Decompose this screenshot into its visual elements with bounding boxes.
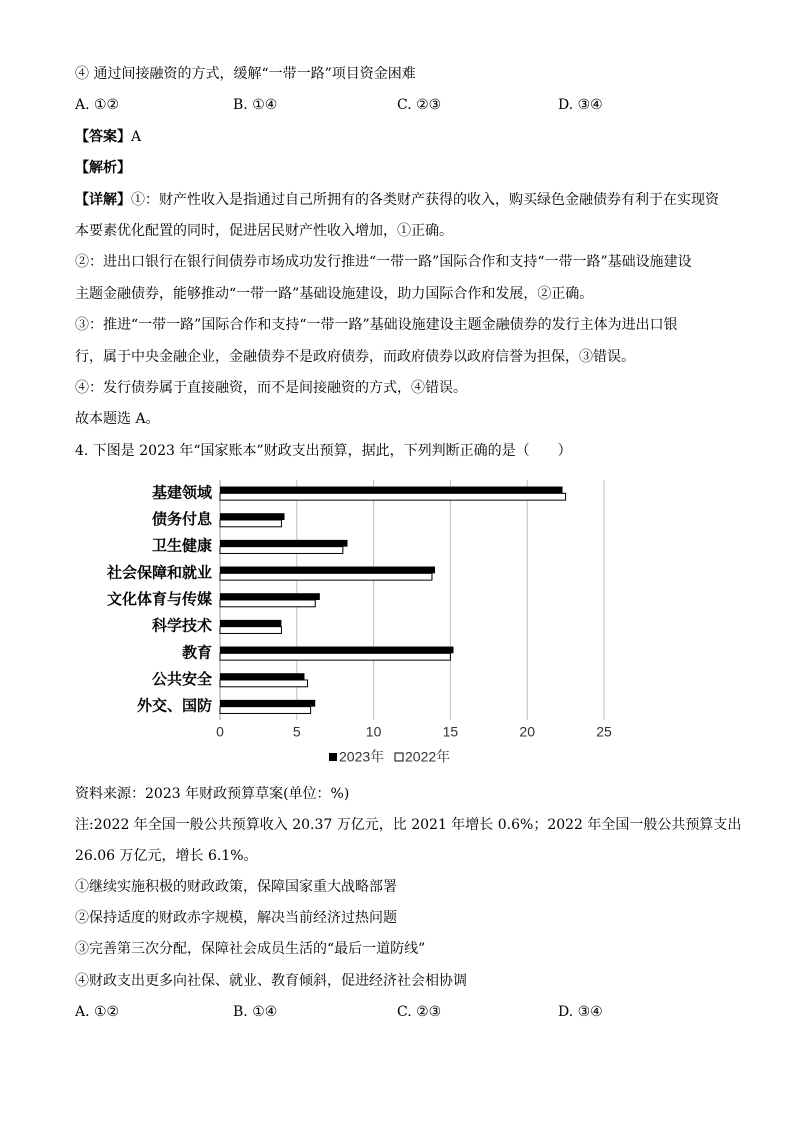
category-label: 教育: [181, 643, 212, 662]
legend-swatch: [395, 753, 403, 761]
bar-2023: [220, 700, 315, 707]
bar-2023: [220, 673, 304, 680]
statement-1: ①继续实施积极的财政政策，保障国家重大战略部署: [75, 879, 397, 896]
choices-q3: [75, 90, 745, 121]
explanation-line: 行，属于中央金融企业，金融债券不是政府债券，而政府债券以政府信誉为担保，③错误。: [75, 348, 635, 365]
bar-2022: [220, 573, 432, 580]
question-4-stem: 4. 下图是 2023 年“国家账本”财政支出预算，据此，下列判断正确的是（ ）: [75, 442, 572, 459]
choice-b: B. ①④: [233, 97, 278, 114]
legend-label: 2022年: [405, 748, 451, 765]
legend-label: 2023年: [339, 748, 385, 765]
choice-a: A. ①②: [75, 97, 120, 114]
choice-d: D. ③④: [558, 1003, 603, 1020]
category-label: 债务付息: [151, 510, 212, 528]
bar-2023: [220, 487, 563, 494]
choices-q4: [75, 997, 745, 1028]
explanation-line: 主题金融债券，能够推动“一带一路”基础设施建设，助力国际合作和发展，②正确。: [75, 285, 594, 302]
explanation-line: ②：进出口银行在银行间债券市场成功发行推进“一带一路”国际合作和支持“一带一路”基础设施建设: [75, 254, 692, 271]
x-tick-label: 15: [442, 723, 459, 740]
bar-2023: [220, 567, 435, 574]
explanation-line: 本要素优化配置的同时，促进居民财产性收入增加，①正确。: [75, 222, 453, 239]
choice-a: A. ①②: [75, 1003, 120, 1020]
answer-value: A: [131, 128, 142, 145]
choice-c: C. ②③: [397, 1003, 442, 1020]
x-tick-label: 20: [519, 723, 535, 740]
bar-2023: [220, 620, 281, 627]
x-tick-label: 25: [596, 723, 612, 740]
legend-swatch: [329, 753, 337, 761]
bar-2022: [220, 627, 281, 634]
bar-2022: [220, 547, 343, 554]
bar-2022: [220, 520, 281, 527]
explanation-line: [75, 185, 745, 216]
x-tick-label: 0: [216, 723, 224, 740]
category-label: 文化体育与传媒: [106, 590, 212, 608]
option-4: ④ 通过间接融资的方式，缓解“一带一路”项目资金困难: [75, 66, 416, 82]
explanation-text: ①：财产性收入是指通过自己所拥有的各类财产获得的收入，购买绿色金融债券有利于在实现资: [131, 191, 719, 208]
explanation-line: ④：发行债券属于直接融资，而不是间接融资的方式，④错误。: [75, 379, 467, 396]
choice-d: D. ③④: [558, 97, 603, 114]
category-label: 社会保障和就业: [106, 563, 212, 582]
detail-label: 【详解】: [75, 191, 131, 208]
budget-bar-chart: [0, 470, 794, 770]
statement-3: ③完善第三次分配，保障社会成员生活的“最后一道防线”: [75, 941, 426, 958]
bar-2022: [220, 707, 311, 714]
answer: [75, 122, 745, 153]
bar-2023: [220, 593, 320, 600]
statement-2: ②保持适度的财政赤字规模，解决当前经济过热问题: [75, 910, 397, 927]
category-label: 公共安全: [151, 670, 212, 688]
answer-label: 【答案】: [75, 128, 131, 145]
analysis-heading: [75, 153, 745, 184]
choice-b: B. ①④: [233, 1003, 278, 1020]
bar-2023: [220, 540, 347, 547]
bar-2023: [220, 513, 285, 520]
x-tick-label: 5: [292, 723, 301, 740]
question-3-tail: [75, 59, 745, 467]
category-label: 基建领域: [151, 483, 212, 502]
x-tick-label: 10: [365, 723, 382, 740]
note-line: 注:2022 年全国一般公共预算收入 20.37 万亿元，比 2021 年增长 0.6%；2022 年全国一般公共预算支出: [75, 817, 742, 834]
bar-2022: [220, 653, 450, 660]
bar-2022: [220, 600, 315, 607]
category-label: 科学技术: [151, 616, 212, 635]
statement-4: ④财政支出更多向社保、就业、教育倾斜，促进经济社会相协调: [75, 972, 467, 989]
category-label: 外交、国防: [136, 696, 212, 715]
bar-2022: [220, 493, 566, 500]
bar-2023: [220, 647, 453, 654]
choice-c: C. ②③: [397, 97, 442, 114]
category-label: 卫生健康: [151, 536, 212, 555]
explanation-line: ③：推进“一带一路”国际合作和支持“一带一路”基础设施建设主题金融债券的发行主体为进出口银: [75, 317, 678, 334]
question-4-body: [75, 779, 745, 1028]
bar-2022: [220, 680, 308, 687]
chart-source: 资料来源：2023 年财政预算草案(单位：%): [75, 786, 350, 802]
conclusion: 故本题选 A。: [75, 411, 160, 428]
analysis-label: 【解析】: [75, 160, 131, 177]
note-line: 26.06 万亿元，增长 6.1%。: [75, 848, 258, 865]
